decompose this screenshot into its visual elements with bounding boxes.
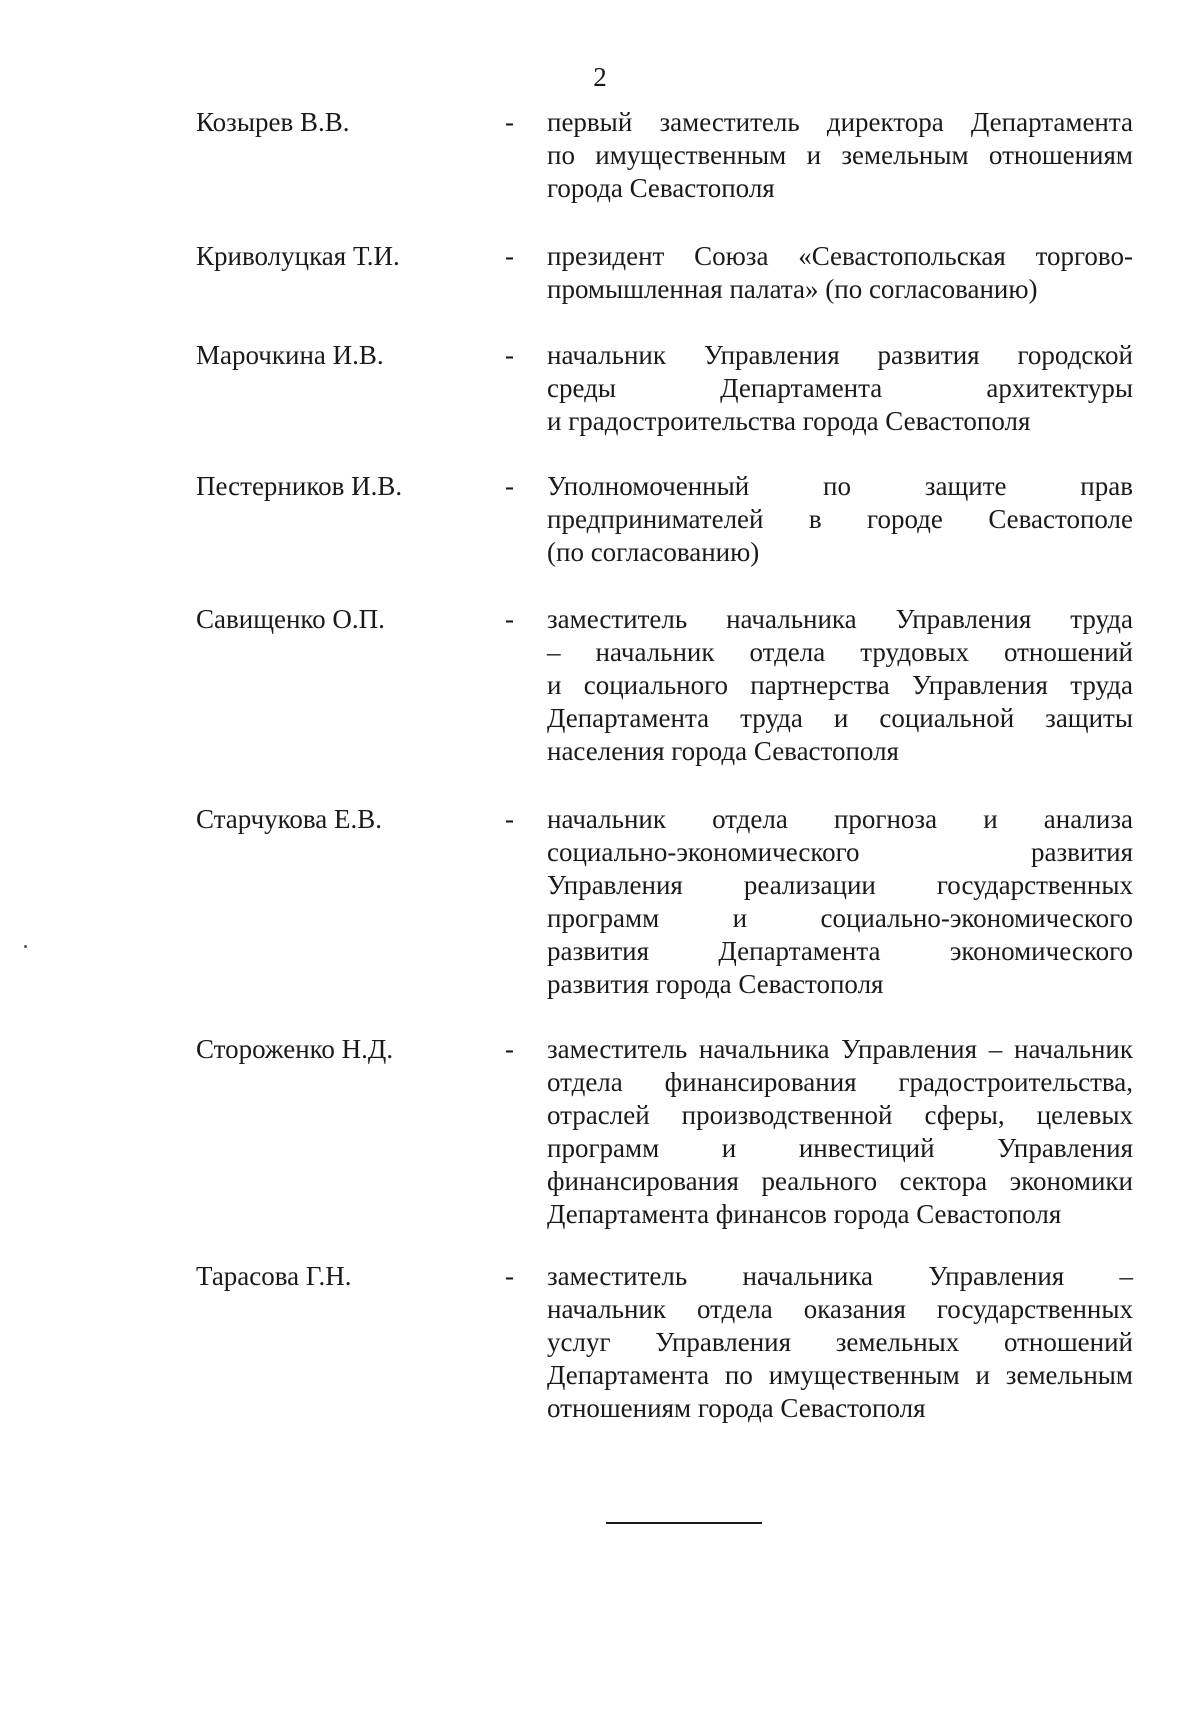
position-line: отношениям города Севастополя <box>547 1393 926 1423</box>
page-number: 2 <box>593 62 607 92</box>
entry-dash: - <box>505 804 514 834</box>
position-line: и социального партнерства Управления труда <box>547 670 1133 700</box>
member-name: Стороженко Н.Д. <box>196 1034 394 1064</box>
member-position <box>547 106 1133 205</box>
position-line: президент Союза «Севастопольская торгово- <box>547 241 1133 271</box>
position-line: финансирования реального сектора экономики <box>547 1166 1133 1196</box>
member-position <box>547 1260 1133 1425</box>
member-position <box>547 603 1133 768</box>
position-line: заместитель начальника Управления – начальник <box>547 1034 1133 1064</box>
entry-dash: - <box>505 340 514 370</box>
position-line: развития города Севастополя <box>547 969 884 999</box>
member-position <box>547 803 1133 1001</box>
member-name: Старчукова Е.В. <box>196 804 383 834</box>
position-line: Управления реализации государственных <box>547 870 1133 900</box>
position-line: промышленная палата» (по согласованию) <box>547 274 1038 304</box>
position-line: Департамента по имущественным и земельным <box>547 1360 1133 1390</box>
entry-dash: - <box>505 604 514 634</box>
entry-dash: - <box>505 1034 514 1064</box>
entry-dash: - <box>505 241 514 271</box>
position-line: заместитель начальника Управления труда <box>547 604 1133 634</box>
position-line: Департамента финансов города Севастополя <box>547 1199 1062 1229</box>
member-name: Пестерников И.В. <box>196 471 403 501</box>
member-position <box>547 240 1133 306</box>
position-line: и градостроительства города Севастополя <box>547 406 1031 436</box>
member-name: Марочкина И.В. <box>196 340 384 370</box>
member-position <box>547 470 1133 569</box>
position-line: Уполномоченный по защите прав <box>547 471 1133 501</box>
position-line: города Севастополя <box>547 173 775 203</box>
member-name: Савищенко О.П. <box>196 604 385 634</box>
member-name: Козырев В.В. <box>196 107 350 137</box>
position-line: начальник отдела прогноза и анализа <box>547 804 1133 834</box>
position-line: услуг Управления земельных отношений <box>547 1327 1133 1357</box>
position-line: отраслей производственной сферы, целевых <box>547 1100 1133 1130</box>
position-line: начальник Управления развития городской <box>547 340 1133 370</box>
entry-dash: - <box>505 107 514 137</box>
position-line: программ и социально-экономического <box>547 903 1133 933</box>
entry-dash: - <box>505 471 514 501</box>
position-line: развития Департамента экономического <box>547 936 1133 966</box>
member-name: Тарасова Г.Н. <box>196 1261 352 1291</box>
end-rule-divider <box>606 1522 762 1524</box>
position-line: социально-экономического развития <box>547 837 1133 867</box>
position-line: предпринимателей в городе Севастополе <box>547 504 1133 534</box>
position-line: по имущественным и земельным отношениям <box>547 140 1133 170</box>
position-line: (по согласованию) <box>547 537 760 567</box>
member-position <box>547 339 1133 438</box>
scan-speck <box>24 945 27 948</box>
position-line: – начальник отдела трудовых отношений <box>547 637 1133 667</box>
position-line: заместитель начальника Управления – <box>547 1261 1133 1291</box>
member-position <box>547 1033 1133 1231</box>
entry-dash: - <box>505 1261 514 1291</box>
position-line: первый заместитель директора Департамента <box>547 107 1133 137</box>
position-line: Департамента труда и социальной защиты <box>547 703 1133 733</box>
position-line: отдела финансирования градостроительства, <box>547 1067 1133 1097</box>
position-line: населения города Севастополя <box>547 736 899 766</box>
position-line: среды Департамента архитектуры <box>547 373 1133 403</box>
position-line: программ и инвестиций Управления <box>547 1133 1133 1163</box>
member-name: Криволуцкая Т.И. <box>196 241 400 271</box>
position-line: начальник отдела оказания государственных <box>547 1294 1133 1324</box>
